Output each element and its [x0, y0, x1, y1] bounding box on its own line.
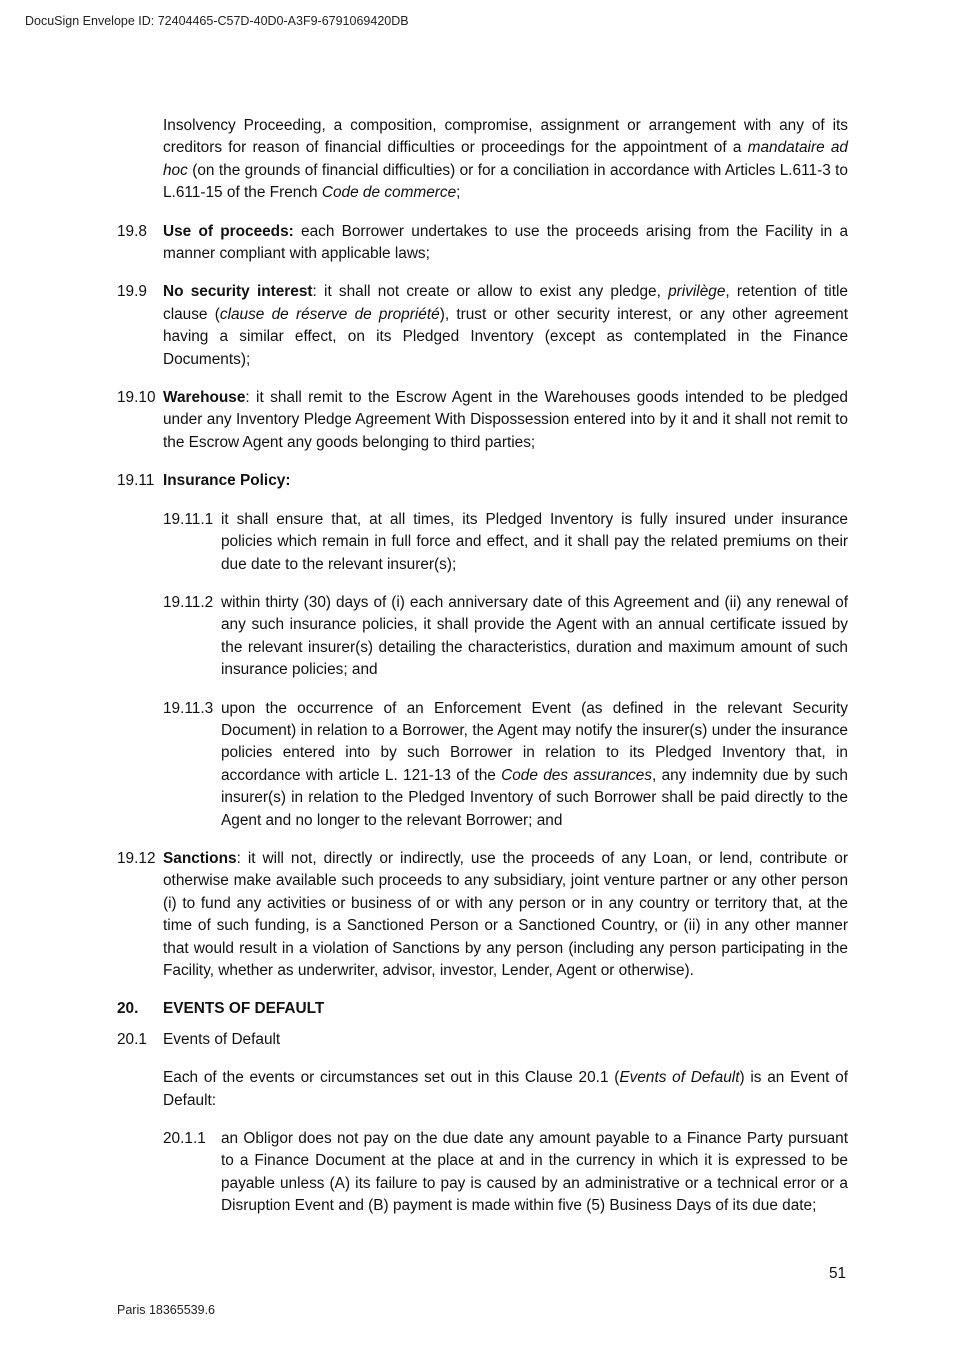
clause-19-8: 19.8 Use of proceeds: each Borrower undertakes to use the proceeds arising from the Facility in a manner compliant with applicable laws; — [117, 222, 849, 263]
envelope-id: DocuSign Envelope ID: 72404465-C57D-40D0-A3F9-6791069420DB — [25, 14, 409, 28]
clause-19-9: 19.9 No security interest: it shall not create or allow to exist any pledge, privilège, retention of title clause (clause de réserve de propriété), trust or other security interest, or any other agreement having a similar effect, on its Pledged Inventory (except as contemplated in the Finance Documents); — [117, 283, 848, 368]
clause-continuation: Insolvency Proceeding, a composition, compromise, assignment or arrangement with any of its creditors for reason of financial difficulties or proceedings for the appointment of a mandataire ad hoc (on the grounds of financial difficulties) or for a conciliation in accordance with Articles L.611-3 to L.611-15 of the French Code de commerce; — [163, 117, 848, 202]
document-body — [117, 115, 848, 1234]
section-20-heading: 20. EVENTS OF DEFAULT — [117, 1000, 325, 1018]
clause-20-1-heading: 20.1 Events of Default — [117, 1030, 281, 1048]
page-number: 51 — [829, 1265, 847, 1282]
document-reference: Paris 18365539.6 — [117, 1303, 215, 1317]
clause-19-11: 19.11 Insurance Policy: — [117, 472, 291, 490]
clause-19-12: 19.12 Sanctions: it will not, directly or indirectly, use the proceeds of any Loan, or lend, contribute or otherwise make available such proceeds to any subsidiary, joint venture partner or any other person (i) to fund any activities or business of or with any person or in any country or territory that, at the time of such funding, is a Sanctioned Person or a Sanctioned Country, or (ii) in any other manner that would result in a violation of Sanctions by any person (including any person participating in the Facility, whether as underwriter, advisor, investor, Lender, Agent or otherwise). — [117, 849, 848, 979]
clause-19-11-1: 19.11.1 it shall ensure that, at all times, its Pledged Inventory is fully insured under insurance policies which remain in full force and effect, and it shall pay the related premiums on their due date to the relevant insurer(s); — [163, 510, 848, 573]
clause-20-1-intro: Each of the events or circumstances set out in this Clause 20.1 (Events of Default) is an Event of Default: — [163, 1069, 848, 1109]
clause-19-11-2: 19.11.2 within thirty (30) days of (i) each anniversary date of this Agreement and (ii) any renewal of any such insurance policies, it shall provide the Agent with an annual certificate issued by the relevant insurer(s) detailing the characteristics, duration and maximum amount of such insurance policies; and — [163, 593, 848, 679]
clause-19-10: 19.10 Warehouse: it shall remit to the Escrow Agent in the Warehouses goods intended to be pledged under any Inventory Pledge Agreement With Dispossession entered into by it and it shall not remit to the Escrow Agent any goods belonging to third parties; — [117, 389, 848, 451]
clause-19-11-3: 19.11.3 upon the occurrence of an Enforcement Event (as defined in the relevant Security Document) in relation to a Borrower, the Agent may notify the insurer(s) under the insurance policies entered into by such Borrower in relation to its Pledged Inventory that, in accordance with article L. 121-13 of the Code des assurances, any indemnity due by such insurer(s) in relation to the Pledged Inventory of such Borrower shall be paid directly to the Agent and no longer to the relevant Borrower; and — [163, 699, 848, 829]
clause-20-1-1: 20.1.1 an Obligor does not pay on the due date any amount payable to a Finance Party pursuant to a Finance Document at the place at and in the currency in which it is expressed to be payable unless (A) its failure to pay is caused by an administrative or a technical error or a Disruption Event and (B) payment is made within five (5) Business Days of its due date; — [163, 1130, 848, 1215]
